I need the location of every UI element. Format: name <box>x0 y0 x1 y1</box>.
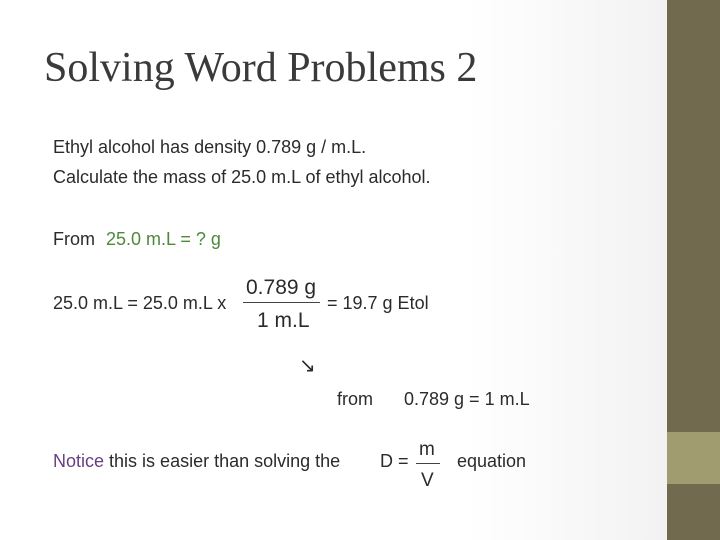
fraction-numerator: 0.789 g <box>246 276 317 299</box>
density-eq-lhs: D = <box>380 451 409 471</box>
density-eq-bar <box>416 463 440 464</box>
problem-line-2: Calculate the mass of 25.0 m.L of ethyl alcohol. <box>53 167 431 187</box>
from-line <box>53 230 221 248</box>
notice-line <box>53 452 340 470</box>
equation-word: equation <box>457 451 527 471</box>
slide-title: Solving Word Problems 2 <box>44 45 478 91</box>
arrow-icon: ↘ <box>299 355 316 377</box>
from-expression: 25.0 m.L = ? g <box>106 229 221 249</box>
density-eq-denominator: V <box>421 470 434 491</box>
fraction-bar <box>243 302 320 303</box>
decorative-sidebar-accent <box>667 432 720 484</box>
fraction-denominator: 1 m.L <box>257 309 310 332</box>
from-note-value: 0.789 g = 1 m.L <box>404 389 530 409</box>
problem-line-1: Ethyl alcohol has density 0.789 g / m.L. <box>53 137 367 157</box>
calc-result: = 19.7 g Etol <box>327 293 429 313</box>
from-label: From <box>53 229 95 249</box>
calc-left: 25.0 m.L = 25.0 m.L x <box>53 293 227 313</box>
density-eq-numerator: m <box>419 439 435 460</box>
notice-word: Notice <box>53 451 105 471</box>
from-note-label: from <box>337 389 373 409</box>
notice-text: this is easier than solving the <box>109 451 341 471</box>
